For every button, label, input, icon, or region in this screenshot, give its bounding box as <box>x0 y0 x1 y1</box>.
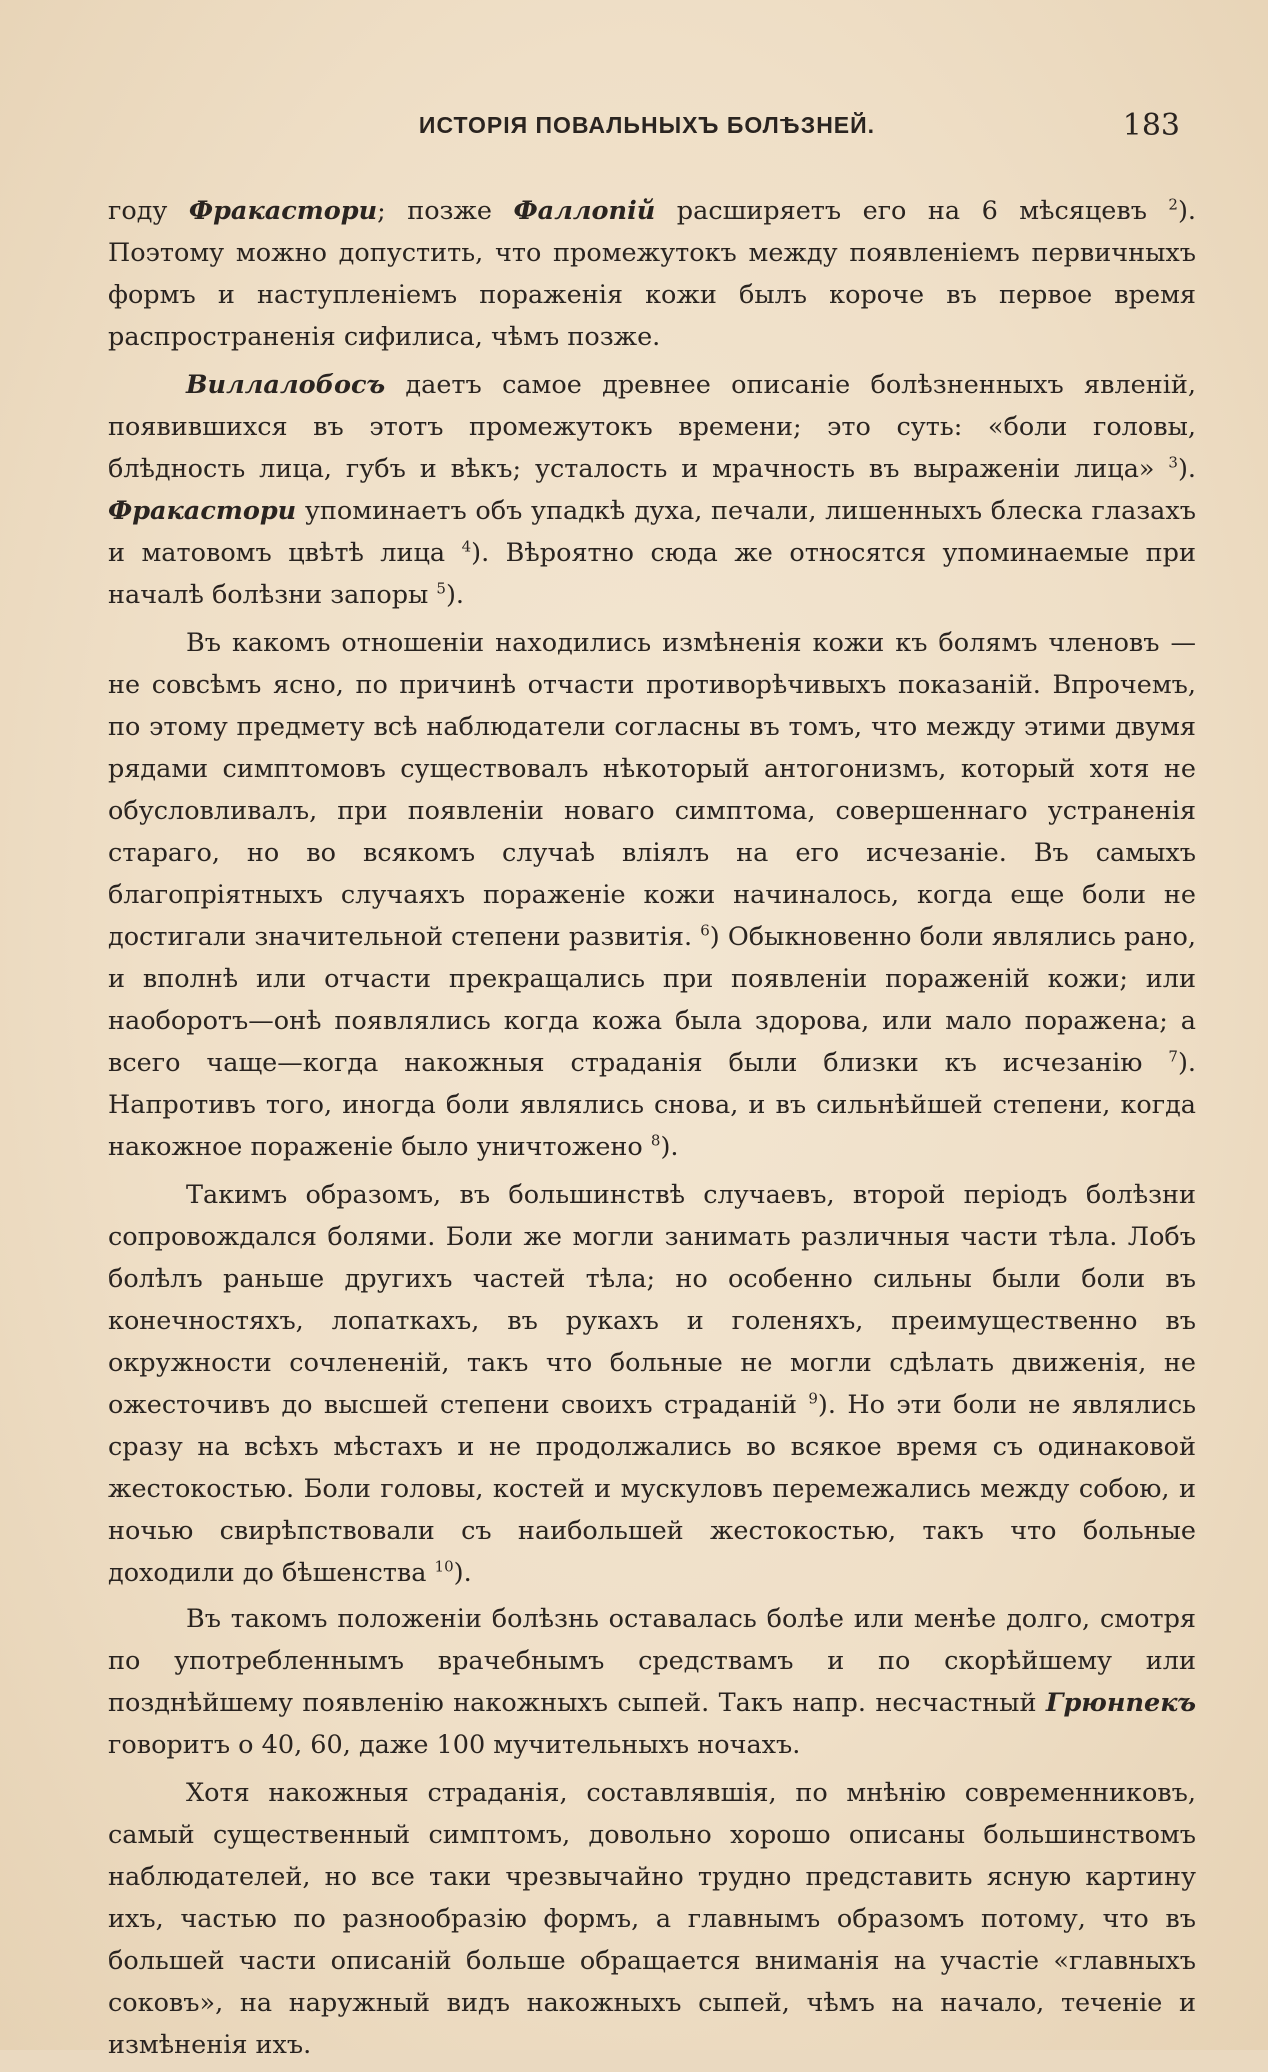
footnote-ref: 3 <box>1168 453 1178 472</box>
author-name: Грюнпекъ <box>1045 1688 1196 1718</box>
footnote-ref: 9 <box>808 1389 818 1408</box>
page-number: 183 <box>1122 108 1180 143</box>
text-run: ). Вѣроятно сюда же относятся упоминаемые при началѣ болѣзни запоры <box>108 538 1196 610</box>
text-run: расширяетъ его на 6 мѣсяцевъ <box>655 196 1169 226</box>
footnote-ref: 5 <box>436 579 446 598</box>
paragraph <box>108 1174 1196 1594</box>
author-name: Фракастори <box>108 496 297 526</box>
footnote-ref: 8 <box>650 1131 661 1150</box>
footnote-ref: 4 <box>461 537 472 556</box>
text-run: ). <box>453 1558 472 1588</box>
body-text <box>108 190 1196 2072</box>
text-run: ). <box>445 580 465 610</box>
author-name: Фракастори <box>188 196 378 226</box>
text-run: ). <box>660 1132 679 1162</box>
text-run: Хотя накожныя страданія, составлявшія, по мнѣнію современниковъ, самый существенный симптомъ, довольно хорошо описаны большинствомъ наблюдателей, но все таки чрезвычайно трудно представить ясную картину ихъ, частью по разнообразію формъ, а главнымъ образомъ потому, что въ большей части описаній больше обращается вниманія на участіе «главныхъ соковъ», на наружный видъ накожныхъ сыпей, чѣмъ на начало, теченіе и измѣненія ихъ. <box>108 1778 1196 2060</box>
text-run: упоминаетъ объ упадкѣ духа, печали, лишенныхъ блеска глазахъ и матовомъ цвѣтѣ лица <box>108 496 1196 568</box>
author-name: Виллалобосъ <box>186 370 386 400</box>
text-run: году <box>108 196 189 226</box>
text-run: даетъ самое древнее описаніе болѣзненныхъ явленій, появившихся въ этотъ промежутокъ времени; это суть: «боли головы, блѣдность лица, губъ и вѣкъ; усталость и мрачность въ выраженіи лица» <box>108 370 1196 484</box>
text-run: ). <box>1177 454 1196 484</box>
paragraph <box>108 364 1196 616</box>
paragraph <box>108 622 1196 1168</box>
paragraph <box>108 1598 1196 1766</box>
footnote-ref: 2 <box>1168 195 1178 214</box>
paragraph <box>108 190 1196 358</box>
text-run: ). Но эти боли не являлись сразу на всѣхъ мѣстахъ и не продолжались во всякое время съ одинаковой жестокостью. Боли головы, костей и мускуловъ перемежались между собою, и ночью свирѣпствовали съ наибольшей жестокостью, такъ что больные доходили до бѣшенства <box>108 1390 1196 1588</box>
running-head <box>108 108 1186 152</box>
author-name: Фаллопій <box>513 196 656 226</box>
running-title: ИСТОРІЯ ПОВАЛЬНЫХЪ БОЛѢЗНЕЙ. <box>418 112 876 138</box>
text-run: ; позже <box>377 196 514 226</box>
text-run: Такимъ образомъ, въ большинствѣ случаевъ, второй періодъ болѣзни сопровождался болями. Боли же могли занимать различныя части тѣла. Лобъ болѣлъ раньше другихъ частей тѣла; но особенно сильны были боли въ конечностяхъ, лопаткахъ, въ рукахъ и голеняхъ, преимущественно въ окружности сочлененій, такъ что больные не могли сдѣлать движенія, не ожесточивъ до высшей степени своихъ страданій <box>108 1180 1196 1420</box>
text-run: говоритъ о 40, 60, даже 100 мучительныхъ ночахъ. <box>108 1730 801 1760</box>
text-run: ) Обыкновенно боли являлись рано, и вполнѣ или отчасти прекращались при появленіи пораженій кожи; или наоборотъ—онѣ появлялись когда кожа была здорова, или мало поражена; а всего чаще—когда накожныя страданія были близки къ исчезанію <box>108 922 1196 1078</box>
footnote-ref: 10 <box>434 1557 454 1576</box>
text-run: ). Напротивъ того, иногда боли являлись снова, и въ сильнѣйшей степени, когда накожное пораженіе было уничтожено <box>108 1048 1196 1162</box>
text-run: Въ такомъ положеніи болѣзнь оставалась болѣе или менѣе долго, смотря по употребленнымъ врачебнымъ средствамъ и по скорѣйшему или позднѣйшему появленію накожныхъ сыпей. Такъ напр. несчастный <box>108 1604 1196 1718</box>
paragraph <box>108 1772 1196 2066</box>
text-run: ). Поэтому можно допустить, что промежутокъ между появленіемъ первичныхъ формъ и наступленіемъ пораженія кожи былъ короче въ первое время распространенія сифилиса, чѣмъ позже. <box>108 196 1197 352</box>
footnote-ref: 6 <box>700 921 710 940</box>
footnote-ref: 7 <box>1168 1047 1178 1066</box>
text-run: Въ какомъ отношеніи находились измѣненія кожи къ болямъ членовъ — не совсѣмъ ясно, по причинѣ отчасти противорѣчивыхъ показаній. Впрочемъ, по этому предмету всѣ наблюдатели согласны въ томъ, что между этими двумя рядами симптомовъ существовалъ нѣкоторый антогонизмъ, который хотя не обусловливалъ, при появленіи новаго симптома, совершеннаго устраненія стараго, но во всякомъ случаѣ вліялъ на его исчезаніе. Въ самыхъ благопріятныхъ случаяхъ пораженіе кожи начиналось, когда еще боли не достигали значительной степени развитія. <box>108 628 1196 952</box>
